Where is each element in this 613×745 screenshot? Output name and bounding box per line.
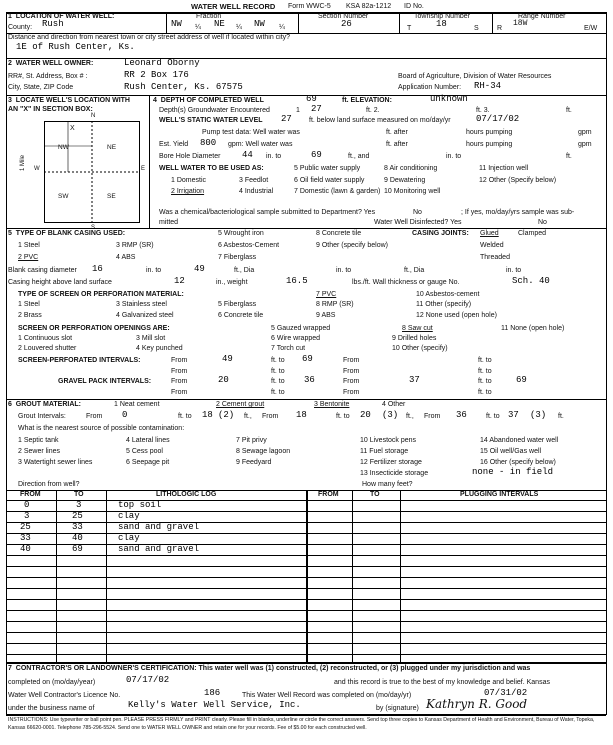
contam-12[interactable]: 12 Fertilizer storage: [360, 459, 422, 466]
log-rule-line: [6, 500, 606, 501]
quarter-mark-3: ¼: [279, 24, 285, 31]
perf-to-value[interactable]: 69: [302, 354, 313, 364]
use-10[interactable]: 10 Monitoring well: [384, 188, 441, 195]
ksa-number: KSA 82a-1212: [346, 3, 392, 10]
elevation-value[interactable]: unknown: [430, 94, 468, 104]
yield-label: Est. Yield: [159, 141, 189, 148]
log-row-1-desc: top soil: [118, 500, 162, 510]
contam-6[interactable]: 6 Seepage pit: [126, 459, 170, 466]
gravel-2-to[interactable]: 69: [516, 375, 527, 385]
screen-5[interactable]: 5 Fiberglass: [218, 301, 257, 308]
plug-from-header: FROM: [318, 491, 339, 498]
section-label: Section Number: [318, 13, 369, 20]
cert-true-statement: and this record is true to the best of my knowledge and belief. Kansas: [334, 679, 550, 686]
quadrant-sw: SW: [58, 193, 69, 200]
quadrant-se: SE: [107, 193, 116, 200]
bore-label: Bore Hole Diameter: [159, 153, 221, 160]
casing-7[interactable]: 7 Fiberglass: [218, 254, 257, 261]
static-date[interactable]: 07/17/02: [476, 114, 520, 124]
disinfected-label: Water Well Disinfected? Yes: [374, 219, 462, 226]
feet-label: How many feet?: [362, 481, 413, 488]
log-row-3-from: 25: [20, 522, 31, 532]
plugging-intervals-header: PLUGGING INTERVALS: [460, 491, 539, 498]
gravel-from-label-2: From: [343, 378, 360, 385]
use-7[interactable]: 7 Domestic (lawn & garden): [294, 188, 381, 195]
screen-8[interactable]: 8 RMP (SR): [316, 301, 354, 308]
screen-9[interactable]: 9 ABS: [316, 312, 336, 319]
perf-ft-to-3: ft. to: [271, 368, 285, 375]
grout-3-selected[interactable]: 3 Bentonite: [314, 401, 350, 408]
gravel-from-label: From: [171, 378, 188, 385]
screen-4[interactable]: 4 Galvanized steel: [116, 312, 174, 319]
grout-1-note: (2): [218, 410, 235, 420]
gravel-ft-to-2: ft. to: [478, 378, 492, 385]
pump-hours: hours pumping: [466, 129, 513, 136]
joint-glued-selected[interactable]: Glued: [480, 230, 499, 237]
township-t: T: [407, 25, 412, 32]
contam-3[interactable]: 3 Watertight sewer lines: [18, 459, 93, 466]
casing-diameter-label: Blank casing diameter: [8, 267, 77, 274]
grout-intervals-label: Grout Intervals:: [18, 413, 66, 420]
casing-8[interactable]: 8 Concrete tile: [316, 230, 362, 237]
quarter-mark-2: ¼: [236, 24, 242, 31]
log-row-1-to: 3: [76, 500, 82, 510]
water-well-record-form: WATER WELL RECORD Form WWC-5 KSA 82a-1212 ID No. 1 LOCATION OF WATER WELL: County: Rush Fraction NW ¼ NE ¼ NW ¼ Section Number 26 Township Number T 18 S Range Number R 18W E/W Distance and direction from nearest town or city street address of well if located within city? 1E of Rush Center, Ks. 2 WATER WELL OWNER: Leonard Oborny RR#, St. Address, Box # : RR 2 Box 176 City, State, ZIP Code Rush Center, Ks. 67575 Board of Agriculture, Division of Water Resources Application Number: RH-34 3 LOCATE WELL'S LOCATION WITH AN "X" IN SECTION BOX: N S W E 1 Mile X NW NE SW SE 4 DEPTH OF COMPLETED WELL 69 ft. ELEVATION: unknown Depth(s) Groundwater Encountered 1 27 ft. 2. ft. 3. ft. WELL'S STATIC WATER LEVEL 27 ft. below land surface measured on mo/day/yr 07/17/02 Pump test data: Well water was ft. after hours pumping gpm Est. Yield 800 gpm: Well water was ft. after hours pumping gpm Bore Hole Diameter 44 in. to 69 ft., and in. to ft. WELL WATER TO BE USED AS: 5 Public water supply 8 Air conditioning 11 Injection well 1 Domestic 3 Feedlot 6 Oil field water supply 9 Dewatering 12 Other (Specify below) 2 Irrigation 4 Industrial 7 Domestic (lawn & garden) 10 Monitoring well Was a chemical/bacteriological sample submitted to Department? Yes No ; If yes, mo/day/yrs sample was sub- mitted Water Well Disinfected? Yes No 5 TYPE OF BLANK CASING USED: 5 Wrought iron 8 Concrete tile CASING JOINTS: Glued Clamped 1 Steel 3 RMP (SR) 6 Asbestos-Cement 9 Other (specify below) Welded 2 PVC 4 ABS 7 Fiberglass Threaded Blank casing diameter 16 in. to 49 ft., Dia in. to ft., Dia in. to Casing height above land surface 12 in., weight 16.5 lbs./ft. Wall thickness or gauge No. Sch. 40 TYPE OF SCREEN OR PERFORATION MATERIAL: 7 PVC 10 Asbestos-cement 1 Steel 3 Stainless steel 5 Fiberglass 8 RMP (SR) 11 Other (specify) 2 Brass 4 Galvanized steel 6 Concrete tile 9 ABS 12 None used (open hole) SCREEN OR PERFORATION OPENINGS ARE: 5 Gauzed wrapped 8 Saw cut 11 None (open hole) 1 Continuous slot 3 Mill slot 6 Wire wrapped 9 Drilled holes 2 Louvered shutter 4 Key punched 7 Torch cut 10 Other (specify) SCREEN-PERFORATED INTERVALS: From 49 ft. to 69 From ft. to From ft. to From ft. to GRAVEL PACK INTERVALS: From 20 ft. to 36 From 37 ft. to 69 From ft. to From ft. to 6 GROUT MATERIAL: 1 Neat cement 2 Cement grout 3 Bentonite 4 Other Grout Intervals: From 0 ft. to 18 (2) ft., From 18 ft. to 20 (3) ft., From 36 ft. to 37 (3) ft. What is the nearest source of possible contamination: 1 Septic tank 4 Lateral lines 7 Pit privy 10 Livestock pens 14 Abandoned water well 2 Sewer lines 5 Cess pool 8 Sewage lagoon 11 Fuel storage 15 Oil well/Gas well 3 Watertight sewer lines 6 Seepage pit 9 Feedyard 12 Fertilizer storage 16 Other (specify below) 13 Insecticide storage none - in field Direction from well? How many feet? FROM TO LITHOLOGIC LOG FROM TO PLUGGING INTERVALS 0 3 top soil 3 25 clay 25 33 sand and gravel 33 40 clay 40 69 sand and gravel 7 CONTRACTOR'S OR LANDOWNER'S CERTIFICATION: This water well was (1) constructed, (2) reconstructed, or (3) plugged under my jurisdiction and was completed on (mo/day/year) 07/17/02 and this record is true to the best of my knowledge and belief. Kansas Water Well Contractor's Licence No. 186 This Water Well Record was completed on (mo/day/yr) 07/31/02 under the business name of Kelly's Water Well Service, Inc. by (signature) Kathryn R. Good INSTRUCTIONS: Use typewriter or ball point pen. PLEASE PRESS FIRMLY and PRINT clearly. Please fill in blanks, underline or circle the correct answers. Send top three copies to Kansas Department of Health and Environment, Bureau of Water, Topeka, Kansas 66620-0001. Telephone 785-296-5524. Send one to WATER WELL OWNER and retain one for your records. Fee of $5.00 for each constructed well.: [6, 3, 607, 743]
grout-from-2: From: [262, 413, 279, 420]
static-level-value[interactable]: 27: [281, 114, 292, 124]
casing-5[interactable]: 5 Wrought iron: [218, 230, 264, 237]
log-row-3-to: 33: [72, 522, 83, 532]
compass-e: E: [141, 166, 146, 172]
completed-label: completed on (mo/day/year): [8, 679, 96, 686]
casing-3[interactable]: 3 RMP (SR): [116, 242, 154, 249]
application-value[interactable]: RH-34: [474, 81, 502, 91]
city-value[interactable]: Rush Center, Ks. 67575: [124, 82, 243, 92]
screen-7-selected[interactable]: 7 PVC: [316, 291, 337, 298]
id-label: ID No.: [404, 3, 424, 10]
opening-2[interactable]: 2 Louvered shutter: [18, 345, 77, 352]
opening-10[interactable]: 10 Other (specify): [392, 345, 448, 352]
grout-1-to[interactable]: 18: [202, 410, 213, 420]
log-rule-line: [6, 544, 606, 545]
instructions: INSTRUCTIONS: Use typewriter or ball point pen. PLEASE PRESS FIRMLY and PRINT clearly. Please fill in blanks, underline or circle the correct answers. Send top three copies to Kansas Department of Health and Environment, Bureau of Water, Topeka, Kansas 66620-0001. Telephone 785-296-5524. Send one to WATER WELL OWNER and retain one for your records. Fee of $5.00 for each constructed well.: [8, 717, 595, 731]
fraction-q2[interactable]: NE: [214, 19, 225, 29]
use-3[interactable]: 3 Feedlot: [239, 177, 269, 184]
use-12[interactable]: 12 Other (Specify below): [479, 177, 557, 184]
license-value[interactable]: 186: [204, 688, 221, 698]
static-level-label: WELL'S STATIC WATER LEVEL: [159, 117, 263, 124]
contam-2[interactable]: 2 Sewer lines: [18, 448, 61, 455]
gravel-ft-to-3: ft. to: [271, 389, 285, 396]
chem-no[interactable]: No: [413, 209, 422, 216]
log-rule-line: [6, 577, 606, 578]
grout-from-3: From: [424, 413, 441, 420]
direction-label: Direction from well?: [18, 481, 80, 488]
compass-n: N: [91, 113, 96, 119]
screen-material-label: TYPE OF SCREEN OR PERFORATION MATERIAL:: [18, 291, 184, 298]
record-completed-label: This Water Well Record was completed on (mo/day/yr): [242, 692, 412, 699]
s1-label: 1 LOCATION OF WATER WELL:: [8, 13, 115, 20]
gravel-from-label-3: From: [171, 389, 188, 396]
location-x-mark: X: [70, 125, 75, 132]
s5-casing-label: 5 TYPE OF BLANK CASING USED:: [8, 230, 126, 237]
opening-8-selected[interactable]: 8 Saw cut: [402, 325, 433, 332]
application-label: Application Number:: [398, 84, 462, 91]
log-rule-line: [6, 555, 606, 556]
perf-ft-to: ft. to: [271, 357, 285, 364]
compass-s: S: [91, 225, 96, 231]
chem-if-yes: ; If yes, mo/day/yrs sample was sub-: [461, 209, 575, 216]
log-rule-line: [6, 654, 606, 655]
yield-value[interactable]: 800: [200, 138, 217, 148]
range-r: R: [497, 25, 503, 32]
opening-7[interactable]: 7 Torch cut: [271, 345, 306, 352]
perf-from-label-3: From: [171, 368, 188, 375]
depth-value[interactable]: 69: [306, 94, 317, 104]
log-row-5-from: 40: [20, 544, 31, 554]
address-value[interactable]: RR 2 Box 176: [124, 70, 189, 80]
bore-in-to-2: in. to: [446, 153, 462, 160]
log-row-5-to: 69: [72, 544, 83, 554]
casing-diameter-value[interactable]: 16: [92, 264, 103, 274]
screen-10[interactable]: 10 Asbestos-cement: [416, 291, 480, 298]
opening-1[interactable]: 1 Continuous slot: [18, 335, 73, 342]
perf-ft-to-2: ft. to: [478, 357, 492, 364]
form-number: Form WWC-5: [288, 3, 331, 10]
quadrant-ne: NE: [107, 144, 117, 151]
chem-sample-label: Was a chemical/bacteriological sample submitted to Department? Yes: [159, 209, 376, 216]
s6-grout-label: 6 GROUT MATERIAL:: [8, 401, 81, 408]
grout-2-from[interactable]: 18: [296, 410, 307, 420]
joint-threaded[interactable]: Threaded: [480, 254, 510, 261]
casing-weight-value[interactable]: 16.5: [286, 276, 308, 286]
yield-unit: gpm: Well water was: [228, 141, 293, 148]
township-s: S: [474, 25, 479, 32]
yield-hours: hours pumping: [466, 141, 513, 148]
log-row-2-desc: clay: [118, 511, 140, 521]
use-2-selected[interactable]: 2 Irrigation: [171, 188, 205, 195]
contamination-value[interactable]: none - in field: [472, 467, 554, 477]
township-label: Township Number: [414, 13, 471, 20]
log-to-header: TO: [74, 491, 84, 498]
board-label: Board of Agriculture, Division of Water Resources: [398, 73, 552, 80]
contam-7[interactable]: 7 Pit privy: [236, 437, 267, 444]
casing-4[interactable]: 4 ABS: [116, 254, 136, 261]
use-8[interactable]: 8 Air conditioning: [384, 165, 438, 172]
opening-3[interactable]: 3 Mill slot: [136, 335, 166, 342]
casing-in-to: in. to: [146, 267, 162, 274]
opening-6[interactable]: 6 Wire wrapped: [271, 335, 321, 342]
use-11[interactable]: 11 Injection well: [479, 165, 529, 172]
lithologic-log-header: LITHOLOGIC LOG: [156, 491, 217, 498]
county-value[interactable]: Rush: [42, 19, 64, 29]
casing-9[interactable]: 9 Other (specify below): [316, 242, 388, 249]
range-label: Range Number: [518, 13, 566, 20]
range-ew: E/W: [584, 25, 598, 32]
opening-5[interactable]: 5 Gauzed wrapped: [271, 325, 331, 332]
log-row-1-from: 0: [24, 500, 30, 510]
s4-depth-label: 4 DEPTH OF COMPLETED WELL: [153, 97, 264, 104]
gravel-1-from[interactable]: 20: [218, 375, 229, 385]
bore-in-to: in. to: [266, 153, 282, 160]
chem-mitted: mitted: [159, 219, 179, 226]
distance-label: Distance and direction from nearest town or city street address of well if located within city?: [8, 34, 291, 41]
gravel-ft-to: ft. to: [271, 378, 285, 385]
use-6[interactable]: 6 Oil field water supply: [294, 177, 365, 184]
gravel-intervals-label: GRAVEL PACK INTERVALS:: [58, 378, 152, 385]
fraction-q1[interactable]: NW: [171, 19, 182, 29]
mile-label: 1 Mile: [20, 154, 26, 171]
disinfected-no[interactable]: No: [538, 219, 547, 226]
static-level-tail: ft. below land surface measured on mo/day/yr: [309, 117, 451, 124]
business-value[interactable]: Kelly's Water Well Service, Inc.: [128, 700, 301, 710]
casing-2-selected[interactable]: 2 PVC: [18, 254, 39, 261]
grout-2-selected[interactable]: 2 Cement grout: [216, 401, 265, 408]
perf-ft-to-4: ft. to: [478, 368, 492, 375]
signature: Kathryn R. Good: [426, 697, 528, 711]
log-rule-line: [6, 610, 606, 611]
log-row-2-from: 3: [24, 511, 30, 521]
elevation-label: ft. ELEVATION:: [342, 97, 392, 104]
groundwater-ft: ft.: [566, 107, 572, 114]
township-value[interactable]: 18: [436, 19, 447, 29]
joint-welded[interactable]: Welded: [480, 242, 504, 249]
contam-5[interactable]: 5 Cess pool: [126, 448, 163, 455]
wall-thickness-label: lbs./ft. Wall thickness or gauge No.: [352, 279, 460, 286]
use-5[interactable]: 5 Public water supply: [294, 165, 361, 172]
contam-9[interactable]: 9 Feedyard: [236, 459, 272, 466]
screen-6[interactable]: 6 Concrete tile: [218, 312, 264, 319]
log-rule-line: [6, 621, 606, 622]
casing-6[interactable]: 6 Asbestos-Cement: [218, 242, 280, 249]
quarter-mark-1: ¼: [195, 24, 201, 31]
perf-intervals-label: SCREEN-PERFORATED INTERVALS:: [18, 357, 141, 364]
groundwater-2-label: ft. 2.: [366, 107, 380, 114]
quadrant-nw: NW: [58, 144, 69, 151]
use-4[interactable]: 4 Industrial: [239, 188, 274, 195]
grout-3-to[interactable]: 37: [508, 410, 519, 420]
screen-11[interactable]: 11 Other (specify): [416, 301, 472, 308]
contam-4[interactable]: 4 Lateral lines: [126, 437, 170, 444]
perf-from-value[interactable]: 49: [222, 354, 233, 364]
s3-label-2: AN "X" IN SECTION BOX:: [8, 106, 93, 113]
perf-from-label-2: From: [343, 357, 360, 364]
log-rule-line: [6, 588, 606, 589]
contam-14[interactable]: 14 Abandoned water well: [480, 437, 559, 444]
grout-2-to[interactable]: 20: [360, 410, 371, 420]
groundwater-1-num: 1: [296, 107, 300, 114]
log-from-header: FROM: [20, 491, 41, 498]
business-label: under the business name of: [8, 705, 95, 712]
groundwater-1-value[interactable]: 27: [311, 104, 322, 114]
owner-value[interactable]: Leonard Oborny: [124, 58, 200, 68]
distance-value[interactable]: 1E of Rush Center, Ks.: [16, 42, 135, 52]
use-9[interactable]: 9 Dewatering: [384, 177, 426, 184]
contam-10[interactable]: 10 Livestock pens: [360, 437, 417, 444]
casing-height-label: Casing height above land surface: [8, 279, 112, 286]
city-label: City, State, ZIP Code: [8, 84, 74, 91]
openings-label: SCREEN OR PERFORATION OPENINGS ARE:: [18, 325, 170, 332]
grout-4[interactable]: 4 Other: [382, 401, 406, 408]
casing-in-to-3: in. to: [506, 267, 522, 274]
fraction-label: Fraction: [196, 13, 222, 20]
grout-3-note: (3): [530, 410, 547, 420]
casing-ft-dia-2: ft., Dia: [404, 267, 425, 274]
grout-3-from[interactable]: 36: [456, 410, 467, 420]
opening-9[interactable]: 9 Drilled holes: [392, 335, 437, 342]
range-value[interactable]: 18W: [513, 19, 528, 28]
yield-gpm: gpm: [578, 141, 592, 148]
screen-2[interactable]: 2 Brass: [18, 312, 42, 319]
contamination-label: What is the nearest source of possible contamination:: [18, 425, 185, 432]
grout-2-note: (3): [382, 410, 399, 420]
license-label: Water Well Contractor's Licence No.: [8, 692, 121, 699]
log-rule-line: [6, 533, 606, 534]
bore-ft: ft.: [566, 153, 572, 160]
log-row-4-from: 33: [20, 533, 31, 543]
contam-15[interactable]: 15 Oil well/Gas well: [480, 448, 542, 455]
address-label: RR#, St. Address, Box # :: [8, 73, 88, 80]
perf-from-label-4: From: [343, 368, 360, 375]
log-rule-line: [6, 511, 606, 512]
use-label: WELL WATER TO BE USED AS:: [159, 165, 264, 172]
contam-11[interactable]: 11 Fuel storage: [360, 448, 409, 455]
casing-1[interactable]: 1 Steel: [18, 242, 40, 249]
compass-w: W: [34, 166, 40, 172]
opening-11[interactable]: 11 None (open hole): [501, 325, 565, 332]
gravel-2-from[interactable]: 37: [409, 375, 420, 385]
log-row-4-to: 40: [72, 533, 83, 543]
log-row-5-desc: sand and gravel: [118, 544, 200, 554]
grout-from-1: From: [86, 413, 103, 420]
county-label: County:: [8, 24, 33, 31]
joint-clamped[interactable]: Clamped: [518, 230, 547, 237]
log-rule-line: [6, 599, 606, 600]
contam-13[interactable]: 13 Insecticide storage: [360, 470, 429, 477]
joints-label: CASING JOINTS:: [412, 230, 469, 237]
section-grid[interactable]: [44, 121, 140, 223]
groundwater-3-label: ft. 3.: [476, 107, 490, 114]
plug-to-header: TO: [370, 491, 380, 498]
perf-from-label: From: [171, 357, 188, 364]
screen-3[interactable]: 3 Stainless steel: [116, 301, 167, 308]
pump-gpm: gpm: [578, 129, 592, 136]
wall-thickness-value[interactable]: Sch. 40: [512, 276, 550, 286]
casing-to-value[interactable]: 49: [194, 264, 205, 274]
contam-1[interactable]: 1 Septic tank: [18, 437, 59, 444]
screen-1[interactable]: 1 Steel: [18, 301, 40, 308]
yield-after: ft. after: [386, 141, 408, 148]
log-row-2-to: 25: [72, 511, 83, 521]
casing-height-value[interactable]: 12: [174, 276, 185, 286]
contam-16[interactable]: 16 Other (specify below): [480, 459, 556, 466]
gravel-1-to[interactable]: 36: [304, 375, 315, 385]
log-rule-line: [6, 522, 606, 523]
log-row-3-desc: sand and gravel: [118, 522, 200, 532]
log-rule-line: [6, 643, 606, 644]
casing-in-to-2: in. to: [336, 267, 352, 274]
gravel-from-label-4: From: [343, 389, 360, 396]
fraction-q3[interactable]: NW: [254, 19, 265, 29]
opening-4[interactable]: 4 Key punched: [136, 345, 183, 352]
gravel-ft-to-4: ft. to: [478, 389, 492, 396]
s2-owner-label: 2 WATER WELL OWNER:: [8, 60, 94, 67]
casing-ft-dia: ft., Dia: [234, 267, 255, 274]
section-value[interactable]: 26: [341, 19, 352, 29]
screen-12[interactable]: 12 None used (open hole): [416, 312, 497, 319]
groundwater-label: Depth(s) Groundwater Encountered: [159, 107, 270, 114]
signature-label: by (signature): [376, 705, 419, 712]
bore-ft-and: ft., and: [348, 153, 370, 160]
s3-label: 3 LOCATE WELL'S LOCATION WITH: [8, 97, 130, 104]
log-rule-line: [6, 566, 606, 567]
bore-to-value[interactable]: 69: [311, 150, 322, 160]
form-title: WATER WELL RECORD: [191, 2, 276, 11]
pump-test-label: Pump test data: Well water was: [202, 129, 300, 136]
record-completed-date[interactable]: 07/31/02: [484, 688, 528, 698]
log-rule-line: [6, 632, 606, 633]
completed-date[interactable]: 07/17/02: [126, 675, 170, 685]
log-row-4-desc: clay: [118, 533, 140, 543]
use-1[interactable]: 1 Domestic: [171, 177, 207, 184]
casing-weight-label: in., weight: [216, 279, 248, 286]
pump-after: ft. after: [386, 129, 408, 136]
bore-value[interactable]: 44: [242, 150, 253, 160]
grout-1-from[interactable]: 0: [122, 410, 128, 420]
contam-8[interactable]: 8 Sewage lagoon: [236, 448, 291, 455]
s7-cert-label: 7 CONTRACTOR'S OR LANDOWNER'S CERTIFICATION: This water well was (1) constructed, (2) reconstructed, or (3) plugged under my jurisdiction and was: [8, 665, 531, 672]
grout-1[interactable]: 1 Neat cement: [114, 401, 160, 408]
